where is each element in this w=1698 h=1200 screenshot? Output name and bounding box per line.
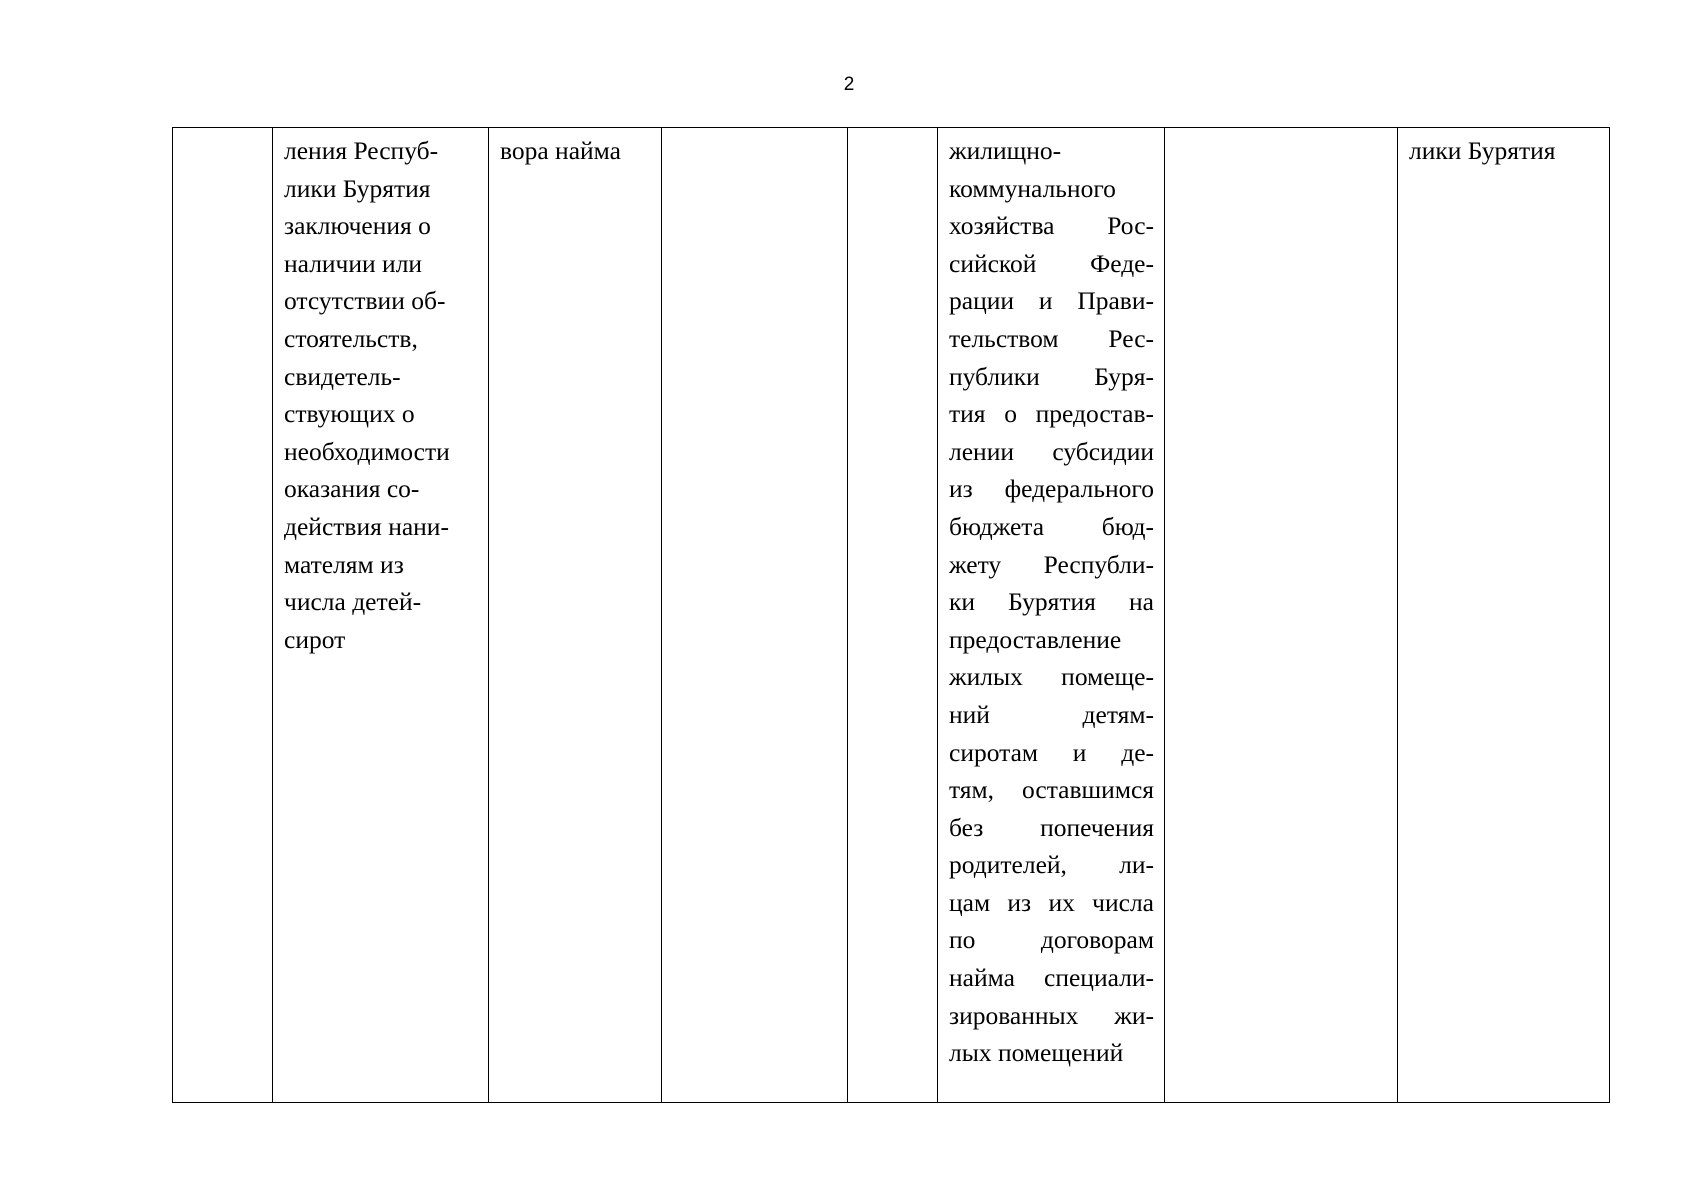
cell-text-line: предоставление	[949, 624, 1122, 654]
cell-text-line: лики Бурятия	[1409, 136, 1556, 165]
cell-text-line: стоятельств,	[284, 323, 418, 353]
cell-text-line: действия нани-	[284, 511, 449, 541]
cell-text-line: лении субсидии	[949, 436, 1154, 466]
document-table	[172, 127, 1610, 1103]
cell-text-line: без попечения	[949, 812, 1154, 842]
cell-text-line: из федерального	[949, 474, 1154, 504]
cell-text-line: мателям из	[284, 549, 404, 579]
cell-text-line: сирот	[284, 624, 346, 654]
cell-text-line: отсутствии об-	[284, 286, 446, 316]
cell-text-line: наличии или	[284, 248, 423, 278]
cell-text-line: найма специали-	[949, 963, 1154, 993]
cell-text-line: родителей, ли-	[949, 850, 1154, 880]
table-cell-col-6	[938, 128, 1165, 1103]
cell-text-line: лых помещений	[949, 1038, 1124, 1068]
cell-text-line: жилых помеще-	[949, 662, 1154, 692]
cell-text-line: публики Буря-	[949, 361, 1154, 391]
cell-text-line: лики Бурятия	[284, 173, 431, 203]
cell-text-line: ления Респуб-	[284, 136, 439, 165]
table-cell-col-5	[848, 128, 938, 1103]
cell-text-line: зированных жи-	[949, 1000, 1154, 1030]
cell-text-line: бюджета бюд-	[949, 511, 1154, 541]
cell-text-line: тельством Рес-	[949, 323, 1154, 353]
cell-text-line: ствующих о	[284, 399, 415, 429]
cell-text-line: тия о предостав-	[949, 399, 1154, 429]
cell-text-line: хозяйства Рос-	[949, 211, 1154, 241]
cell-text-line: свидетель-	[284, 361, 401, 391]
table-cell-col-3	[489, 128, 662, 1103]
cell-text-line: вора найма	[500, 136, 621, 165]
table-cell-col-2	[273, 128, 489, 1103]
table-row	[173, 128, 1610, 1103]
cell-text-line: рации и Прави-	[949, 286, 1154, 316]
cell-text-line: сиротам и де-	[949, 737, 1154, 767]
cell-text-line: оказания со-	[284, 474, 420, 504]
page-number: 2	[843, 74, 855, 95]
cell-text-line: числа детей-	[284, 587, 422, 617]
cell-text-line: по договорам	[949, 925, 1154, 955]
cell-text-line: сийской Феде-	[949, 248, 1154, 278]
cell-text-line: заключения о	[284, 211, 431, 241]
table-cell-col-1	[173, 128, 273, 1103]
cell-text-line: жету Республи-	[949, 549, 1154, 579]
cell-text-line: тям, оставшимся	[949, 775, 1154, 805]
cell-text-line: жилищно-	[949, 136, 1062, 165]
cell-text-line: цам из их числа	[949, 887, 1154, 917]
cell-text-line: ки Бурятия на	[949, 587, 1154, 617]
cell-text-line: коммунального	[949, 173, 1116, 203]
table-cell-col-8	[1398, 128, 1610, 1103]
table-cell-col-4	[662, 128, 848, 1103]
cell-text-line: необходимости	[284, 436, 450, 466]
cell-text-line: ний детям-	[949, 699, 1154, 729]
table-cell-col-7	[1165, 128, 1398, 1103]
